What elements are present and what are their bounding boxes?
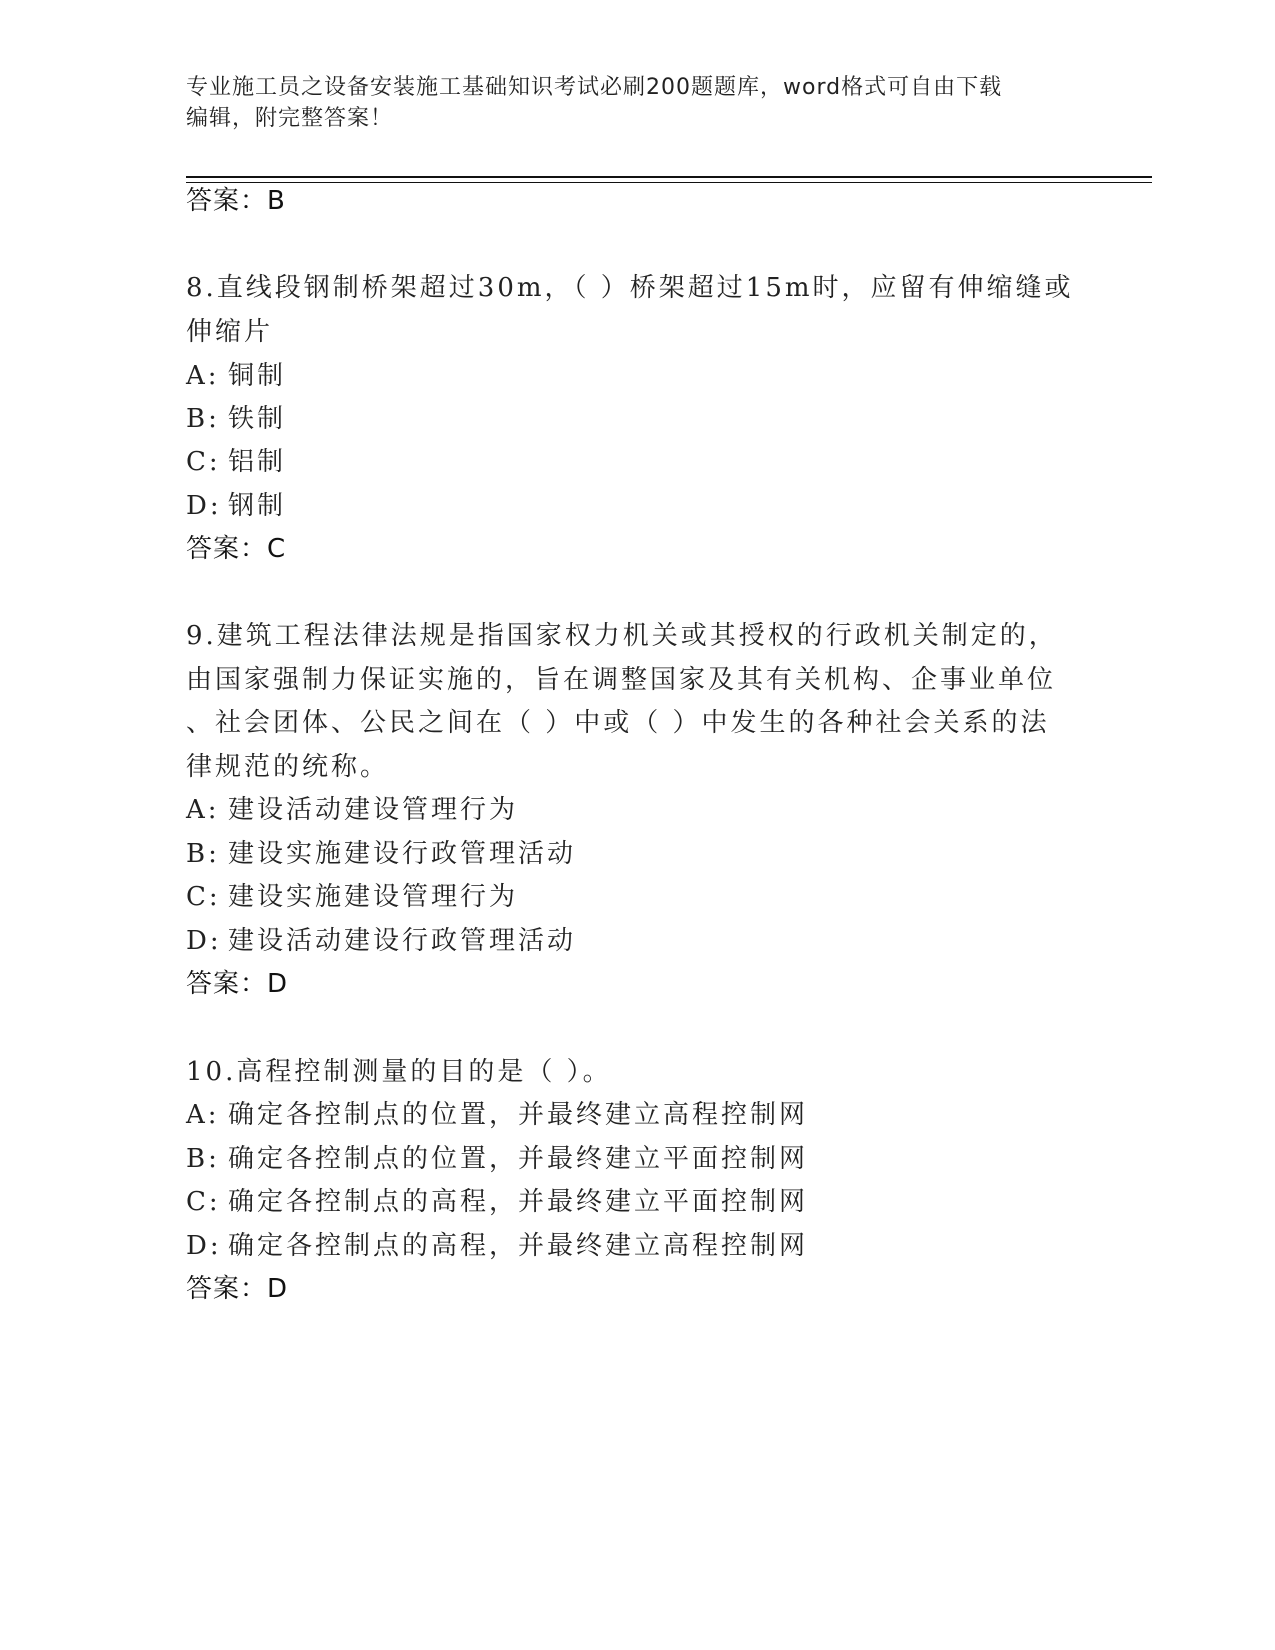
question-9-line-2: 由国家强制力保证实施的，旨在调整国家及其有关机构、企事业单位 (186, 665, 1057, 695)
question-9-option-d: D: 建设活动建设行政管理活动 (186, 926, 577, 956)
previous-answer: 答案：B (186, 186, 286, 216)
header-line-2: 编辑，附完整答案！ (186, 106, 394, 131)
question-9-option-c: C: 建设实施建设管理行为 (186, 882, 519, 912)
question-9-option-b: B: 建设实施建设行政管理活动 (186, 839, 577, 869)
header-divider-thick (186, 176, 1152, 178)
document-header (186, 72, 1086, 134)
question-9-option-a: A: 建设活动建设管理行为 (186, 795, 519, 825)
question-10-option-c: C: 确定各控制点的高程，并最终建立平面控制网 (186, 1187, 809, 1217)
question-8-line-2: 伸缩片 (186, 317, 274, 347)
header-divider-thin (186, 182, 1152, 183)
question-8-option-d: D: 钢制 (186, 491, 287, 521)
question-9-line-1: 9.建筑工程法律法规是指国家权力机关或其授权的行政机关制定的， (186, 621, 1058, 651)
question-10-option-b: B: 确定各控制点的位置，并最终建立平面控制网 (186, 1144, 809, 1174)
question-8-option-c: C: 铝制 (186, 447, 287, 477)
question-10-option-d: D: 确定各控制点的高程，并最终建立高程控制网 (186, 1231, 809, 1261)
question-8-option-b: B: 铁制 (186, 404, 287, 434)
question-9-line-4: 律规范的统称。 (186, 752, 390, 782)
header-line-1: 专业施工员之设备安装施工基础知识考试必刷200题题库，word格式可自由下载 (186, 75, 1003, 100)
question-10-line-1: 10.高程控制测量的目的是（ ）。 (186, 1057, 612, 1087)
question-8-option-a: A: 铜制 (186, 361, 287, 391)
question-10-answer: 答案：D (186, 1274, 289, 1304)
question-8-answer: 答案：C (186, 534, 287, 564)
question-8-line-1: 8.直线段钢制桥架超过30m，（ ）桥架超过15m时，应留有伸缩缝或 (186, 273, 1074, 303)
question-9-line-3: 、社会团体、公民之间在（ ）中或（ ）中发生的各种社会关系的法 (186, 708, 1050, 738)
question-10-option-a: A: 确定各控制点的位置，并最终建立高程控制网 (186, 1100, 809, 1130)
question-9-answer: 答案：D (186, 969, 289, 999)
